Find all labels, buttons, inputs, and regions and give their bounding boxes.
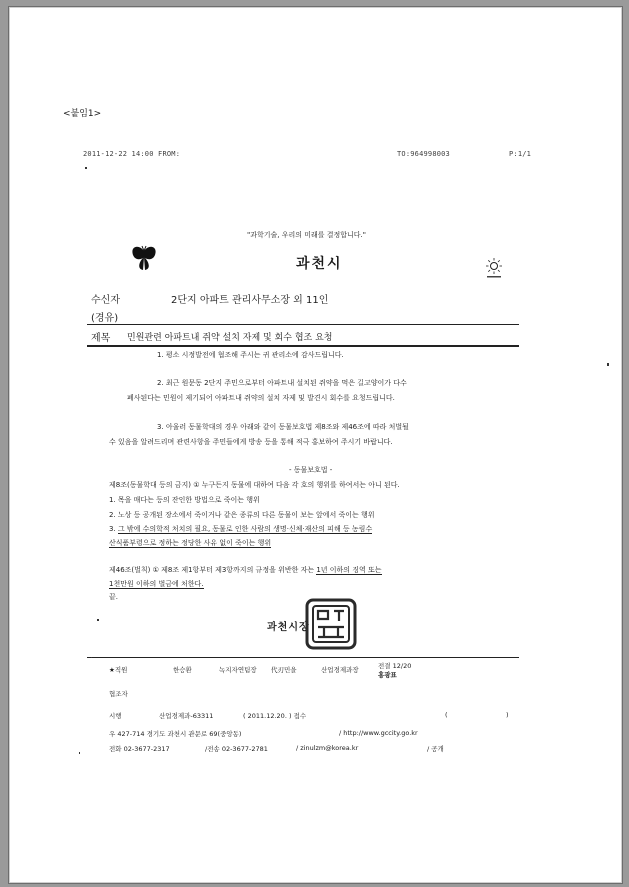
final-approver-name: 홍광표 [378, 671, 397, 679]
article-8-item-3-line-2: 산식품부령으로 정하는 정당한 사유 없이 죽이는 행위 [109, 539, 272, 547]
divider-approval [87, 657, 519, 658]
article-8-item-3-prefix: 3. [109, 525, 118, 533]
motto: "과학기술, 우리의 미래를 결정합니다." [247, 231, 366, 239]
law-heading: - 동물보호법 - [289, 466, 333, 474]
enforce-label: 시행 [109, 712, 122, 720]
final-approval-date: 전결 12/20 [378, 662, 412, 670]
article-8: 제8조(동물학대 등의 금지) ① 누구든지 동물에 대하여 다음 각 호의 행위를 하여서는 아니 된다. [109, 481, 400, 489]
divider-top [87, 324, 519, 325]
approver-position-3: 산업경제과장 [321, 666, 359, 674]
official-seal-icon [304, 597, 358, 651]
end-mark: 끝. [109, 593, 118, 601]
receipt-paren-close: ) [506, 711, 509, 719]
subject: 민원관련 아파트내 쥐약 설치 자제 및 회수 협조 요청 [127, 333, 333, 343]
article-8-item-2: 2. 노상 등 공개된 장소에서 죽이거나 같은 종류의 다른 동물이 보는 앞에서 죽이는 행위 [109, 511, 375, 519]
article-46-line-1 [109, 565, 382, 575]
article-46-line-2: 1천만원 이하의 벌금에 처한다. [109, 580, 204, 588]
drafter-name: 한승환 [173, 666, 192, 674]
enforce-date: ( 2011.12.20. ) 접수 [243, 712, 307, 720]
article-46-line-1a: 제46조(벌칙) ① 제8조 제1항부터 제3항까지의 규정을 위반한 자는 [109, 566, 317, 574]
signer-name: 과천시장 [267, 622, 310, 633]
paragraph-2-line-1: 2. 최근 원문동 2단지 주민으로부터 아파트내 설치된 쥐약을 먹은 길고양이가 다수 [157, 379, 407, 387]
drafter-label: ★직원 [109, 666, 128, 674]
article-8-item-3 [109, 524, 372, 534]
website-link[interactable]: / http://www.gccity.go.kr [339, 729, 418, 737]
scan-speck [607, 363, 609, 366]
scan-speck [85, 167, 87, 169]
paragraph-3-line-1: 3. 아울러 동물학대의 경우 아래와 같이 동물보호법 제8조와 제46조에 따라 처벌될 [157, 423, 409, 431]
fax-page: P:1/1 [509, 150, 532, 158]
scan-speck [97, 619, 99, 621]
approver-position-2: 代刃민을 [271, 666, 297, 674]
fax-datetime: 2011-12-22 14:00 FROM: [83, 150, 181, 158]
disclosure: / 공개 [427, 745, 444, 753]
article-8-item-3-line-1: 그 밖에 수의학적 처치의 필요, 동물로 인한 사람의 생명·신체·재산의 피해 등 농림수 [117, 525, 373, 533]
subject-label: 제목 [91, 333, 111, 344]
enforce-number: 산업경제과-63311 [159, 712, 214, 720]
paragraph-1: 1. 평소 시정발전에 협조해 주시는 귀 관리소에 감사드립니다. [157, 351, 344, 359]
butterfly-logo-icon [129, 243, 159, 273]
scan-speck [79, 752, 80, 754]
receipt-paren-open: ( [445, 711, 448, 719]
paragraph-2-line-2: 폐사된다는 민원이 제기되어 아파트내 쥐약의 설치 자제 및 발견시 회수를 요청드립니다. [127, 394, 395, 402]
document-page [8, 6, 623, 884]
scan-speck [91, 657, 92, 658]
paragraph-3-line-2: 수 있음을 알려드리며 관련사항을 주민들에게 방송 등을 통해 적극 홍보하여 주시기 바랍니다. [109, 438, 393, 446]
fax-number: /전송 02-3677-2781 [205, 745, 268, 753]
recipient-label: 수신자 [91, 295, 120, 306]
article-8-item-1: 1. 목을 매다는 등의 잔인한 방법으로 죽이는 행위 [109, 496, 260, 504]
attachment-label: <붙임1> [63, 109, 102, 119]
org-name: 과천시 [296, 256, 343, 272]
recipient: 2단지 아파트 관리사무소장 외 11인 [171, 295, 329, 306]
sun-emblem-icon [483, 257, 505, 279]
approver-position-1: 녹지자연팀장 [219, 666, 257, 674]
article-46-line-2-wrap [109, 579, 204, 589]
via-label: (경유) [91, 313, 119, 324]
cooperator-label: 협조자 [109, 690, 128, 698]
article-46-line-1b: 1년 이하의 징역 또는 [316, 566, 382, 574]
divider-subject [87, 345, 519, 347]
article-8-item-3-line-2-wrap [109, 538, 271, 548]
address: 우 427-714 경기도 과천시 관문로 69(중앙동) [109, 730, 242, 738]
email-link[interactable]: / zinulzm@korea.kr [296, 744, 359, 752]
fax-to: TO:964998003 [397, 150, 450, 158]
phone: 전화 02-3677-2317 [109, 745, 170, 753]
